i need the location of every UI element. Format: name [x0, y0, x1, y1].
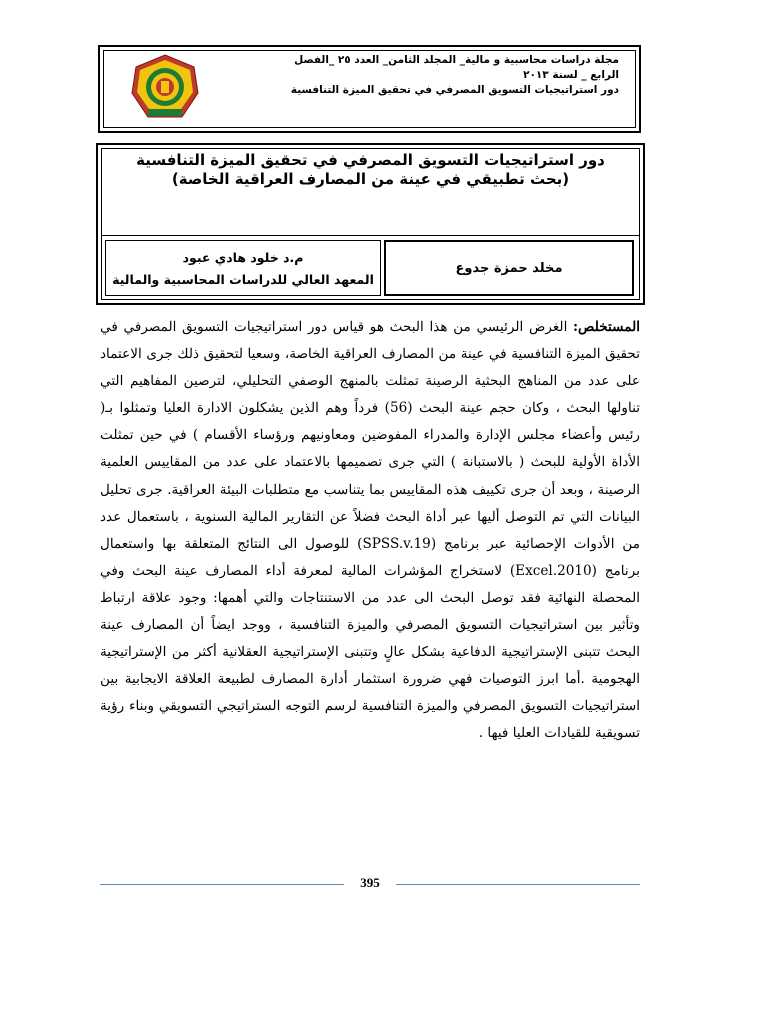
page-number: 395 [360, 875, 380, 890]
journal-line-3: دور استراتيجيات التسويق المصرفي في تحقيق الميزة التنافسية [290, 84, 619, 96]
authors-row [101, 235, 640, 300]
abstract-text: الغرض الرئيسي من هذا البحث هو قياس دور استراتيجيات التسويق المصرفي في تحقيق الميزة التنافسية في عينة من المصارف العراقية الخاصة، وسعيا لتحقيق ذلك جرى الاعتماد على عدد من المناهج البحثية الرصينة تمثلت بالمنهج الوصفي التحليلي، لترصين المفاهيم التي تناولها البحث ، وكان حجم عينة البحث (56) فرداً وهم الذين يشكلون الادارة العليا وتمثلوا بـ( رئيس وأعضاء مجلس الإدارة والمدراء المفوضين ومعاونيهم ورؤساء الأقسام ) في حين تمثلت الأداة الأولية للبحث ( بالاستبانة ) التي جرى تصميمها بالاعتماد على عدد من المقاييس العلمية الرصينة ، وبعد أن جرى تكييف هذه المقاييس بما يتناسب مع متطلبات البيئة العراقية. جرى تحليل البيانات التي تم التوصل أليها عبر أداة البحث فضلاً عن التقارير المالية السنوية ، باستعمال عدد من الأدوات الإحصائية عبر برنامج (SPSS.v.19) للوصول الى النتائج المتعلقة بها واستعمال برنامج (Excel.2010) لاستخراج المؤشرات المالية لمعرفة أداء المصارف عينة البحث وفي المحصلة النهائية فقد توصل البحث الى عدد من الاستنتاجات والتي أهمها: وجود علاقة ارتباط وتأثير بين استراتيجيات التسويق المصرفي والميزة التنافسية ، ووجد ايضاً أن المصارف عينة البحث تتبنى الإستراتيجية الدفاعية بشكل عالٍ وتتبنى الإستراتيجية العقلانية أكثر من الإستراتيجية الهجومية .أما ابرز التوصيات فهي ضرورة استثمار أدارة المصارف لطبيعة العلاقة الايجابية بين استراتيجيات التسويق المصرفي والميزة التنافسية لرسم التوجه الستراتيجي التسويقي وبناء رؤية تسويقية للقيادات العليا فيها . [100, 319, 640, 742]
journal-line-1: مجلة دراسات محاسبية و مالية_ المجلد الثامن_ العدد ٢٥ _الفصل [294, 54, 619, 66]
journal-header-box [98, 45, 641, 133]
paper-title [98, 151, 643, 231]
abstract [100, 314, 640, 748]
institute-emblem-icon [130, 53, 200, 123]
footer-rule-right [396, 884, 640, 885]
author-2-name: م.د خلود هادي عبود [182, 250, 304, 265]
author-2-cell [105, 240, 381, 296]
author-1-cell [384, 240, 634, 296]
paper-title-box [96, 143, 645, 305]
author-2-affiliation: المعهد العالي للدراسات المحاسبية والمالية [112, 272, 374, 287]
abstract-label: المستخلص: [573, 319, 640, 335]
abstract-paragraph [100, 314, 640, 748]
paper-title-line-1: دور استراتيجيات التسويق المصرفي في تحقيق الميزة التنافسية [136, 151, 605, 169]
author-1-name: مخلد حمزة جدوع [455, 260, 563, 276]
footer-rule-left [100, 884, 344, 885]
journal-info [239, 53, 619, 98]
journal-line-2: الرابع _ لسنة ٢٠١٣ [523, 69, 619, 81]
paper-title-line-2: (بحث تطبيقي في عينة من المصارف العراقية الخاصة) [171, 170, 570, 188]
